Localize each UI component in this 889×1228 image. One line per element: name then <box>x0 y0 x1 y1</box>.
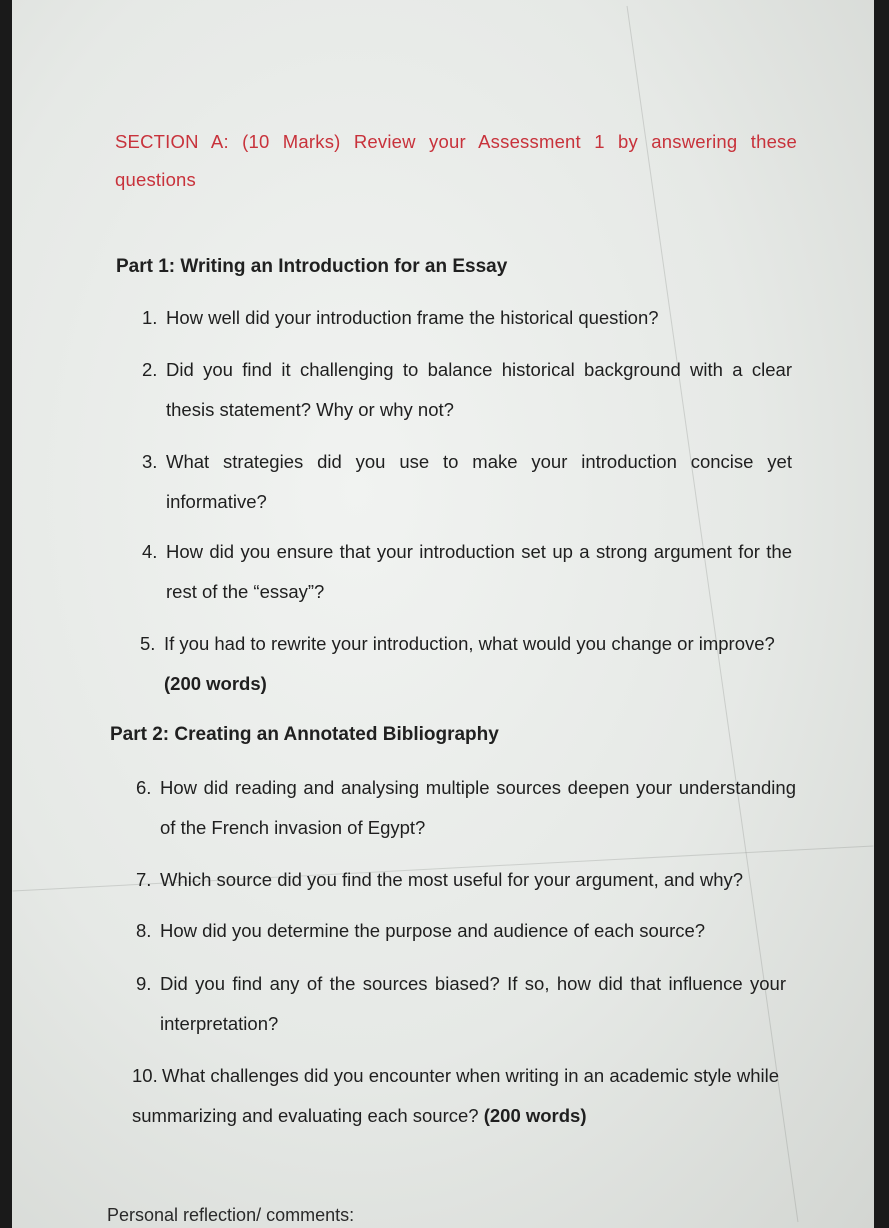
question-1 <box>142 298 802 338</box>
question-text: Did you find any of the sources biased? If so, how did that influence your interpretation? <box>160 973 786 1034</box>
question-8 <box>136 911 796 951</box>
question-text: Did you find it challenging to balance historical background with a clear thesis statement? Why or why not? <box>166 359 792 420</box>
question-number: 1. <box>142 307 158 328</box>
question-3 <box>142 442 792 522</box>
question-number: 6. <box>136 777 152 798</box>
question-number: 5. <box>140 633 156 654</box>
question-text: Which source did you find the most useful for your argument, and why? <box>160 869 744 890</box>
word-count: (200 words) <box>483 1105 587 1126</box>
question-text: How did you ensure that your introduction set up a strong argument for the rest of the “essay”? <box>166 541 792 602</box>
question-number: 3. <box>142 451 158 472</box>
question-2 <box>142 350 792 430</box>
word-count: (200 words) <box>164 673 267 694</box>
question-10 <box>132 1056 792 1136</box>
question-number: 2. <box>142 359 158 380</box>
question-6 <box>136 768 796 848</box>
question-4 <box>142 532 792 612</box>
part1-title: Part 1: Writing an Introduction for an Essay <box>116 256 508 277</box>
question-number: 7. <box>136 869 152 890</box>
question-number: 8. <box>136 920 152 941</box>
section-heading: SECTION A: (10 Marks) Review your Assessment 1 by answering these questions <box>115 131 797 190</box>
part2-title: Part 2: Creating an Annotated Bibliography <box>110 724 499 745</box>
question-text: How did reading and analysing multiple sources deepen your understanding of the French invasion of Egypt? <box>160 777 796 838</box>
question-text: How well did your introduction frame the historical question? <box>166 307 659 328</box>
question-5 <box>140 624 800 704</box>
question-text: What challenges did you encounter when writing in an academic style while summarizing and evaluating each source? <box>132 1065 780 1126</box>
question-number: 10. <box>132 1065 158 1086</box>
question-7 <box>136 860 796 900</box>
question-number: 4. <box>142 541 158 562</box>
question-text: What strategies did you use to make your introduction concise yet informative? <box>166 451 792 512</box>
question-9 <box>136 964 786 1044</box>
question-text: If you had to rewrite your introduction, what would you change or improve? <box>164 633 775 654</box>
personal-reflection-label: Personal reflection/ comments: <box>107 1205 355 1225</box>
worksheet-page <box>12 0 874 1228</box>
question-text: How did you determine the purpose and audience of each source? <box>160 920 706 941</box>
question-number: 9. <box>136 973 152 994</box>
